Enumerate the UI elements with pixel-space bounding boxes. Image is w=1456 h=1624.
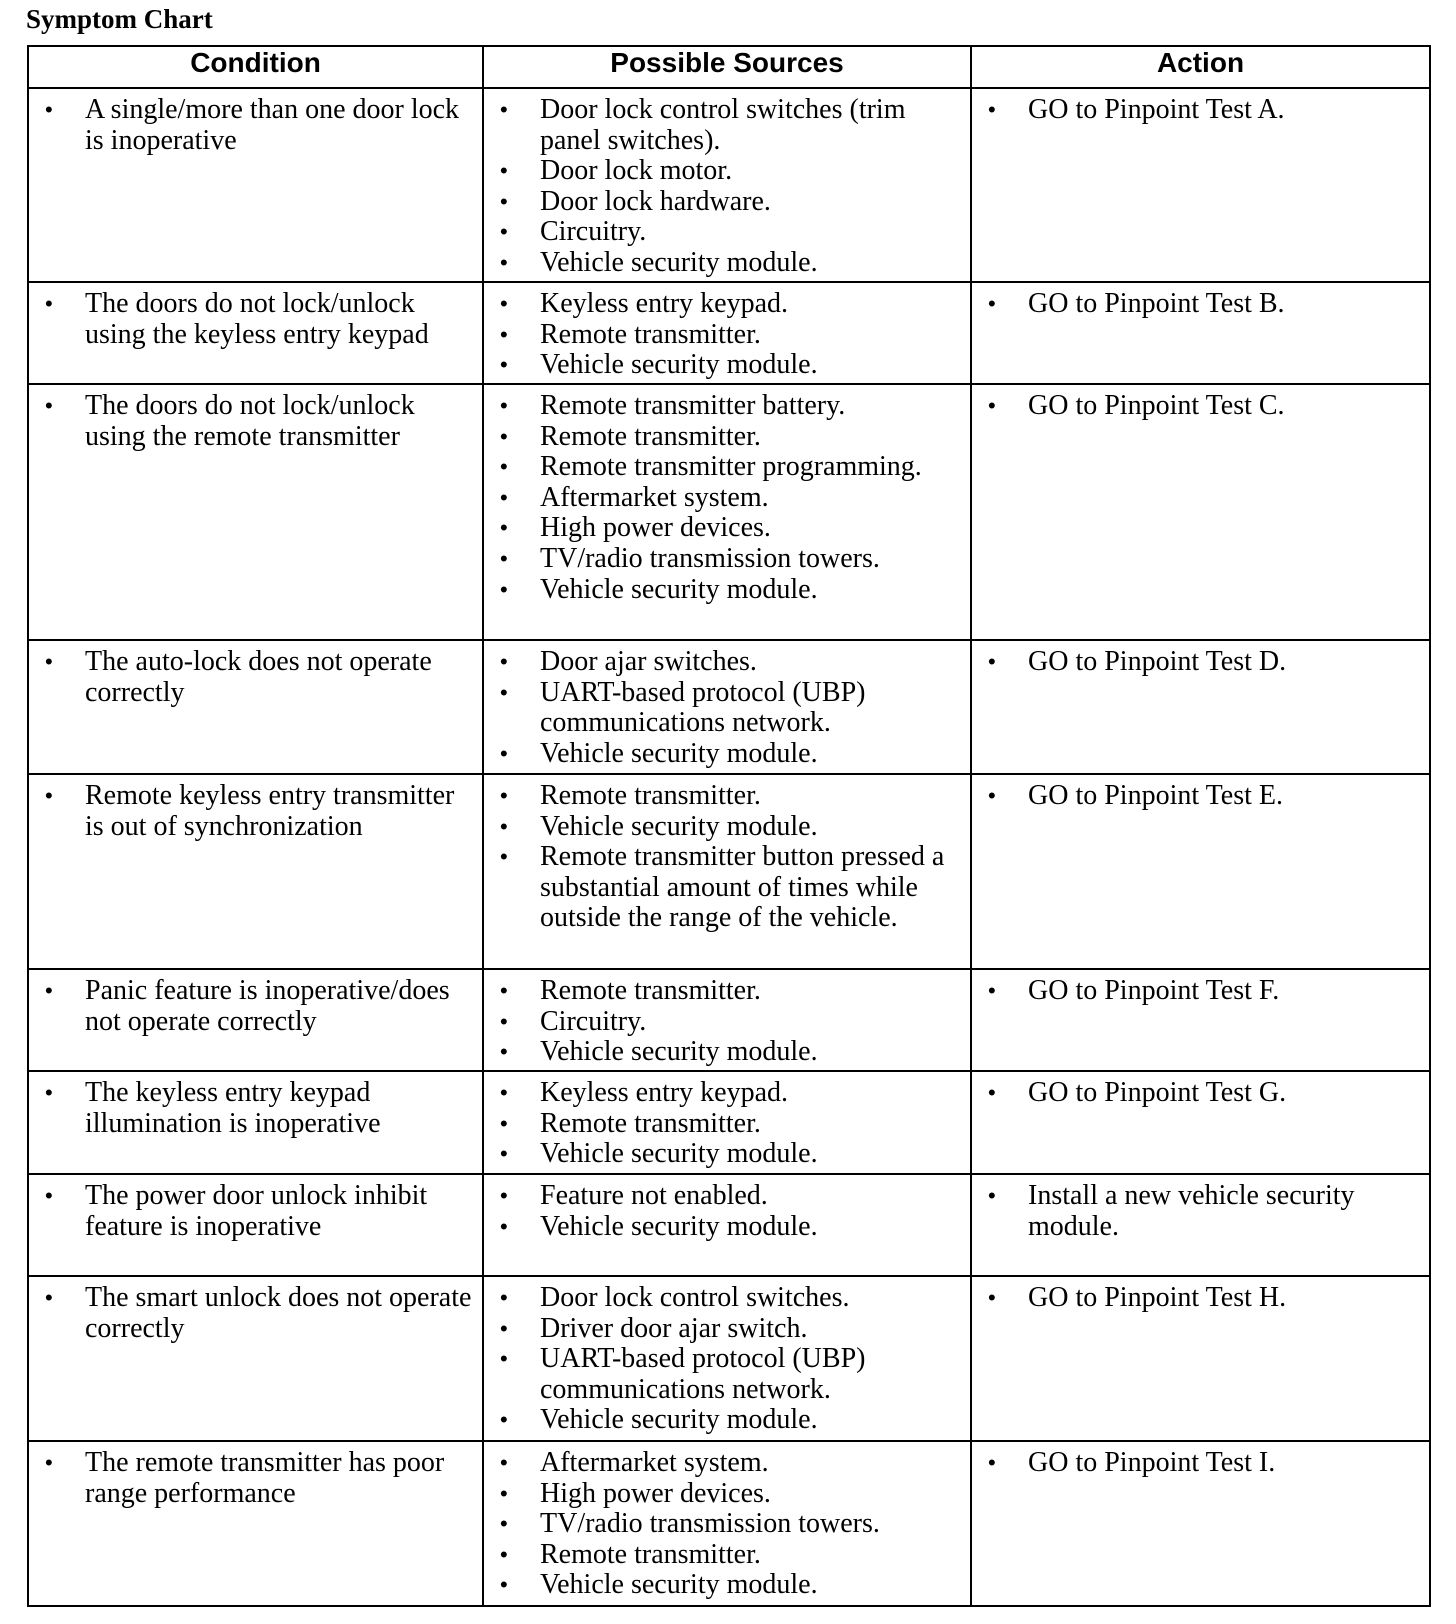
action-item: • GO to Pinpoint Test I.	[1028, 1448, 1419, 1479]
sources-item: • Feature not enabled.	[540, 1181, 960, 1212]
sources-item: • High power devices.	[540, 1479, 960, 1510]
header-possible-sources: Possible Sources	[483, 46, 971, 88]
condition-list	[29, 775, 482, 844]
table-row	[28, 384, 1430, 640]
action-list	[972, 1175, 1429, 1244]
sources-item: • Vehicle security module.	[540, 248, 960, 279]
sources-item: • Vehicle security module.	[540, 575, 960, 606]
sources-list	[484, 89, 970, 281]
sources-item: • Keyless entry keypad.	[540, 1078, 960, 1109]
condition-item: • A single/more than one door lock is inoperative	[85, 95, 472, 156]
condition-cell	[28, 88, 483, 282]
condition-list	[29, 1175, 482, 1244]
table-header-row	[28, 46, 1430, 88]
action-item: • GO to Pinpoint Test A.	[1028, 95, 1419, 126]
sources-item: • Remote transmitter programming.	[540, 452, 960, 483]
condition-item: • The remote transmitter has poor range performance	[85, 1448, 472, 1509]
action-list	[972, 385, 1429, 424]
table-row	[28, 1071, 1430, 1174]
action-list	[972, 89, 1429, 128]
table-row	[28, 774, 1430, 969]
sources-cell	[483, 1071, 971, 1174]
action-cell	[971, 640, 1430, 774]
condition-list	[29, 89, 482, 158]
sources-item: • Remote transmitter battery.	[540, 391, 960, 422]
condition-list	[29, 970, 482, 1039]
condition-cell	[28, 640, 483, 774]
action-item: • Install a new vehicle security module.	[1028, 1181, 1419, 1242]
action-list	[972, 775, 1429, 814]
sources-item: • Remote transmitter button pressed a substantial amount of times while outside the range of the vehicle.	[540, 842, 960, 934]
sources-item: • Aftermarket system.	[540, 1448, 960, 1479]
sources-cell	[483, 969, 971, 1071]
table-row	[28, 1276, 1430, 1441]
sources-list	[484, 1072, 970, 1172]
sources-item: • Remote transmitter.	[540, 1109, 960, 1140]
action-list	[972, 641, 1429, 680]
sources-cell	[483, 384, 971, 640]
sources-item: • Door lock hardware.	[540, 187, 960, 218]
sources-item: • Door lock control switches (trim panel switches).	[540, 95, 960, 156]
condition-cell	[28, 1071, 483, 1174]
action-item: • GO to Pinpoint Test D.	[1028, 647, 1419, 678]
sources-list	[484, 385, 970, 607]
table-row	[28, 1174, 1430, 1276]
sources-item: • Remote transmitter.	[540, 1540, 960, 1571]
sources-item: • Vehicle security module.	[540, 1139, 960, 1170]
action-list	[972, 283, 1429, 322]
table-row	[28, 640, 1430, 774]
sources-item: • Remote transmitter.	[540, 422, 960, 453]
condition-item: • The doors do not lock/unlock using the remote transmitter	[85, 391, 472, 452]
condition-cell	[28, 1441, 483, 1606]
condition-cell	[28, 1276, 483, 1441]
action-cell	[971, 969, 1430, 1071]
document-title: Symptom Chart	[26, 4, 213, 34]
table-row	[28, 969, 1430, 1071]
sources-item: • Circuitry.	[540, 1007, 960, 1038]
sources-item: • UART-based protocol (UBP) communications network.	[540, 1344, 960, 1405]
condition-list	[29, 641, 482, 710]
condition-cell	[28, 282, 483, 384]
action-list	[972, 1442, 1429, 1481]
sources-item: • Driver door ajar switch.	[540, 1314, 960, 1345]
sources-item: • Vehicle security module.	[540, 1405, 960, 1436]
condition-list	[29, 283, 482, 352]
header-condition: Condition	[28, 46, 483, 88]
condition-item: • The doors do not lock/unlock using the keyless entry keypad	[85, 289, 472, 350]
action-list	[972, 1277, 1429, 1316]
sources-item: • Remote transmitter.	[540, 976, 960, 1007]
action-cell	[971, 1174, 1430, 1276]
condition-cell	[28, 774, 483, 969]
condition-item: • The smart unlock does not operate correctly	[85, 1283, 472, 1344]
action-cell	[971, 384, 1430, 640]
action-list	[972, 970, 1429, 1009]
sources-item: • Remote transmitter.	[540, 781, 960, 812]
condition-list	[29, 385, 482, 454]
sources-item: • TV/radio transmission towers.	[540, 1509, 960, 1540]
condition-list	[29, 1442, 482, 1511]
condition-cell	[28, 969, 483, 1071]
sources-item: • Vehicle security module.	[540, 1037, 960, 1068]
sources-cell	[483, 1174, 971, 1276]
action-item: • GO to Pinpoint Test E.	[1028, 781, 1419, 812]
table-row	[28, 282, 1430, 384]
sources-list	[484, 283, 970, 383]
action-cell	[971, 1441, 1430, 1606]
sources-list	[484, 1277, 970, 1438]
action-item: • GO to Pinpoint Test F.	[1028, 976, 1419, 1007]
sources-item: • High power devices.	[540, 513, 960, 544]
action-item: • GO to Pinpoint Test G.	[1028, 1078, 1419, 1109]
action-item: • GO to Pinpoint Test B.	[1028, 289, 1419, 320]
sources-cell	[483, 282, 971, 384]
sources-cell	[483, 1441, 971, 1606]
sources-item: • Door ajar switches.	[540, 647, 960, 678]
sources-cell	[483, 1276, 971, 1441]
symptom-chart-table	[27, 45, 1431, 1607]
action-list	[972, 1072, 1429, 1111]
condition-cell	[28, 1174, 483, 1276]
sources-list	[484, 1175, 970, 1244]
condition-item: • The power door unlock inhibit feature is inoperative	[85, 1181, 472, 1242]
sources-item: • Vehicle security module.	[540, 1570, 960, 1601]
condition-item: • Remote keyless entry transmitter is out of synchronization	[85, 781, 472, 842]
table-row	[28, 1441, 1430, 1606]
condition-item: • The keyless entry keypad illumination is inoperative	[85, 1078, 472, 1139]
sources-item: • Vehicle security module.	[540, 350, 960, 381]
sources-item: • TV/radio transmission towers.	[540, 544, 960, 575]
action-cell	[971, 774, 1430, 969]
condition-cell	[28, 384, 483, 640]
condition-list	[29, 1277, 482, 1346]
sources-cell	[483, 640, 971, 774]
sources-list	[484, 775, 970, 936]
action-item: • GO to Pinpoint Test H.	[1028, 1283, 1419, 1314]
sources-item: • UART-based protocol (UBP) communications network.	[540, 678, 960, 739]
condition-item: • The auto-lock does not operate correctly	[85, 647, 472, 708]
sources-item: • Door lock motor.	[540, 156, 960, 187]
table-row	[28, 88, 1430, 282]
action-cell	[971, 1071, 1430, 1174]
sources-cell	[483, 774, 971, 969]
action-cell	[971, 1276, 1430, 1441]
sources-list	[484, 641, 970, 771]
sources-item: • Aftermarket system.	[540, 483, 960, 514]
condition-list	[29, 1072, 482, 1141]
action-cell	[971, 282, 1430, 384]
action-cell	[971, 88, 1430, 282]
sources-item: • Vehicle security module.	[540, 1212, 960, 1243]
sources-item: • Circuitry.	[540, 217, 960, 248]
action-item: • GO to Pinpoint Test C.	[1028, 391, 1419, 422]
sources-list	[484, 1442, 970, 1603]
sources-item: • Keyless entry keypad.	[540, 289, 960, 320]
sources-item: • Vehicle security module.	[540, 739, 960, 770]
sources-item: • Vehicle security module.	[540, 812, 960, 843]
sources-cell	[483, 88, 971, 282]
condition-item: • Panic feature is inoperative/does not operate correctly	[85, 976, 472, 1037]
sources-item: • Remote transmitter.	[540, 320, 960, 351]
sources-item: • Door lock control switches.	[540, 1283, 960, 1314]
header-action: Action	[971, 46, 1430, 88]
sources-list	[484, 970, 970, 1070]
